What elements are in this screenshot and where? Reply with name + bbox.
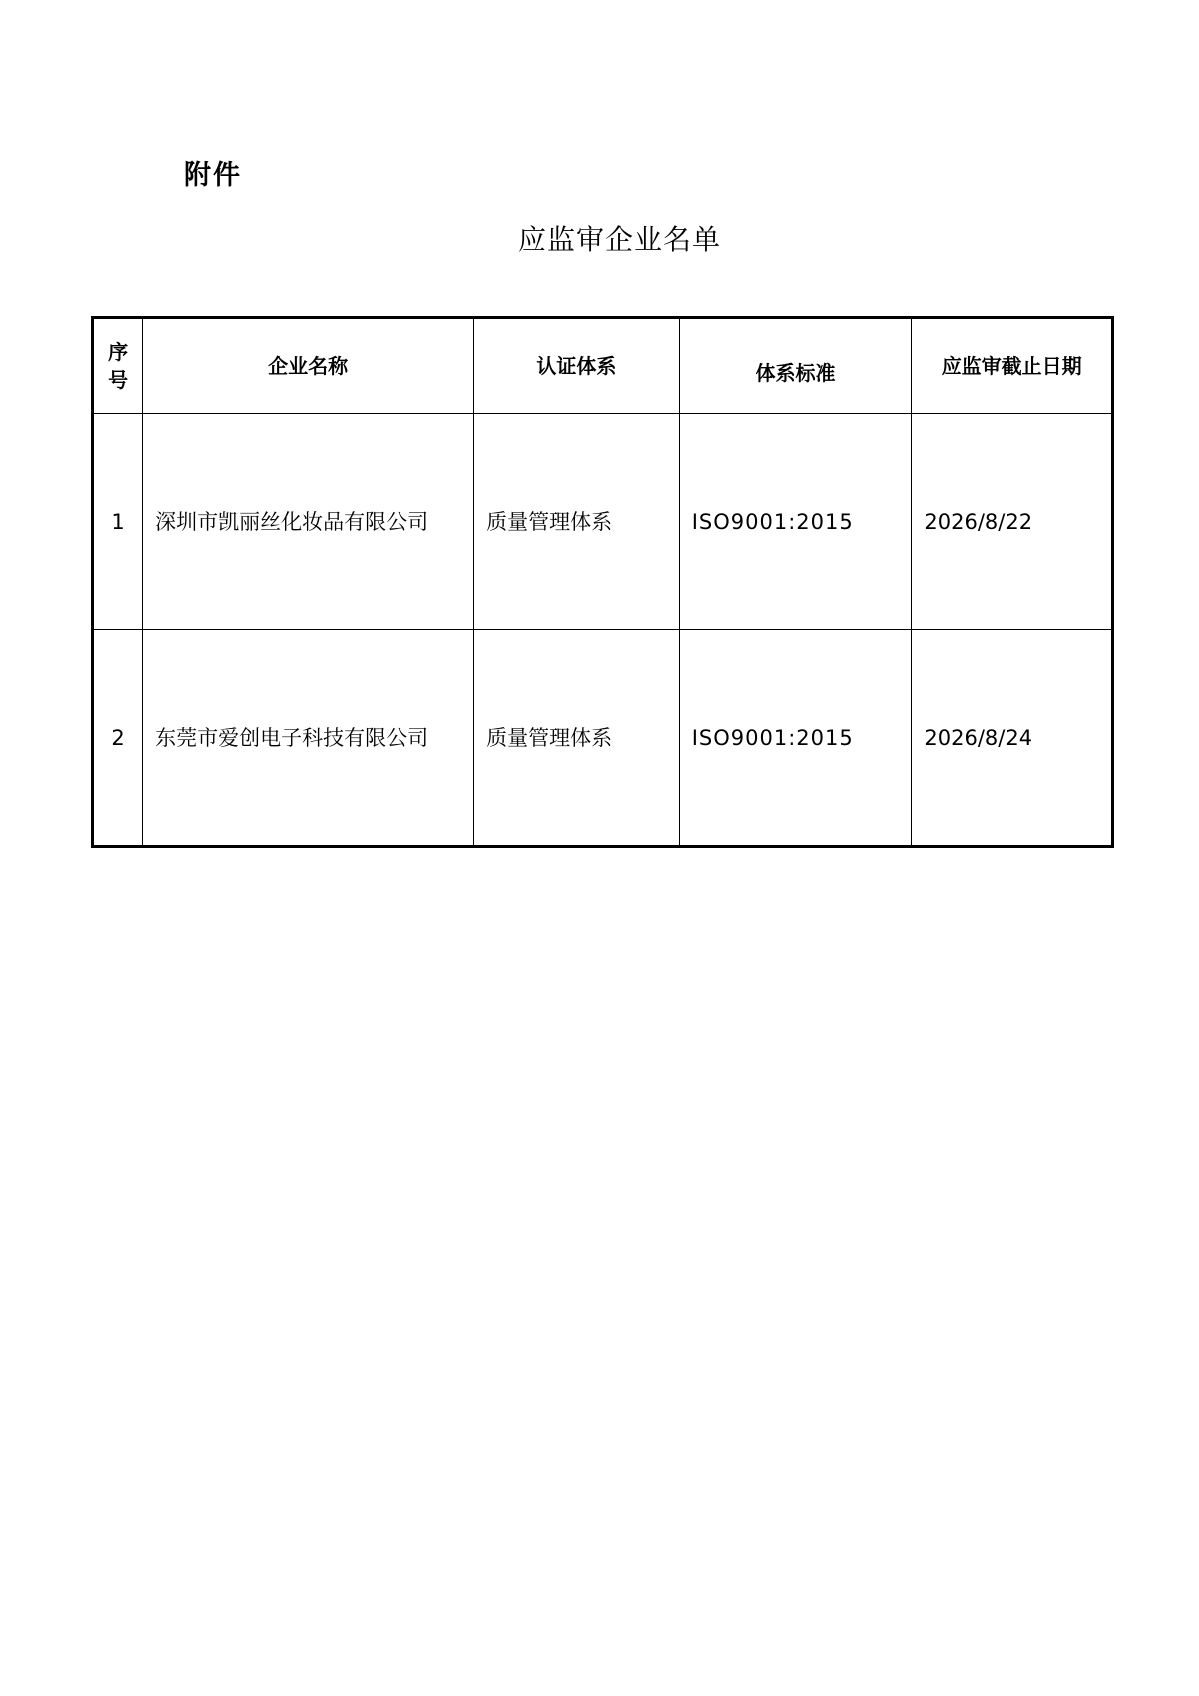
page-title: 应监审企业名单 [517,223,721,256]
header-serial-number [93,318,143,414]
header-serial-line1: 序 [108,340,129,364]
row-company-name: 深圳市凯丽丝化妆品有限公司 [143,414,474,630]
row-serial-number: 2 [93,630,143,847]
row-system-standard: ISO9001:2015 [679,414,912,630]
row-company-name: 东莞市爱创电子科技有限公司 [143,630,474,847]
row-serial-number: 1 [93,414,143,630]
row-system-standard: ISO9001:2015 [679,630,912,847]
header-system-standard: 体系标准 [679,318,912,414]
table-row [93,414,1113,630]
row-certification-system: 质量管理体系 [474,414,680,630]
row-audit-deadline: 2026/8/22 [912,414,1113,630]
row-certification-system: 质量管理体系 [474,630,680,847]
header-audit-deadline: 应监审截止日期 [912,318,1113,414]
header-serial-line2: 号 [108,368,129,392]
enterprise-list-table [91,316,1114,848]
header-company-name: 企业名称 [143,318,474,414]
attachment-label: 附件 [184,160,242,191]
row-audit-deadline: 2026/8/24 [912,630,1113,847]
header-certification-system: 认证体系 [474,318,680,414]
table-row [93,630,1113,847]
table-header-row [93,318,1113,414]
